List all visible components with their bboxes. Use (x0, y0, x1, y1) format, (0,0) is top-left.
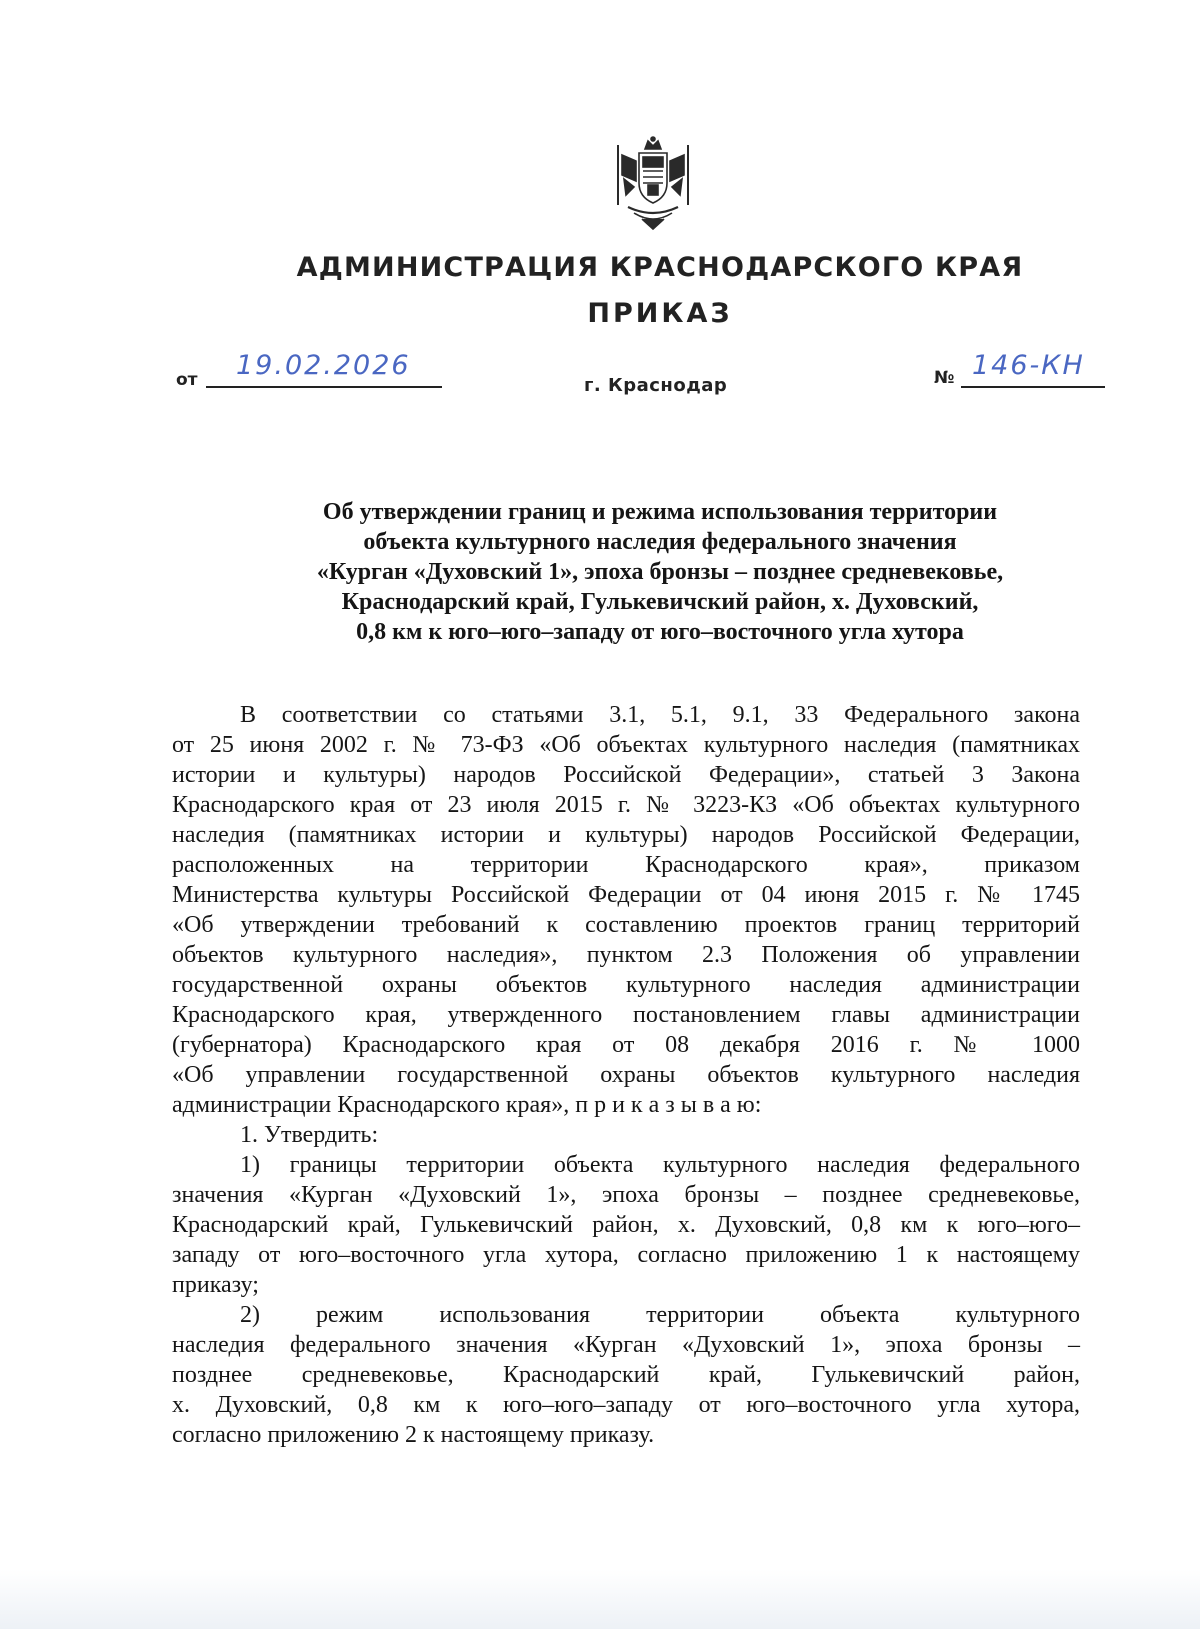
title-line: объекта культурного наследия федерального значения (363, 529, 957, 555)
city: г. Краснодар (584, 375, 728, 396)
body-line: приказу; (172, 1272, 259, 1298)
body-line: наследия федерального значения «Курган «Духовский 1», эпоха бронзы – (172, 1332, 1080, 1358)
body-line: значения «Курган «Духовский 1», эпоха бронзы – позднее средневековье, (172, 1182, 1080, 1208)
document-type: ПРИКАЗ (587, 298, 733, 329)
body-line: государственной охраны объектов культурного наследия администрации (172, 972, 1080, 998)
scan-shadow (0, 1569, 1200, 1629)
document-body (172, 700, 1080, 1450)
body-line: истории и культуры) народов Российской Федерации», статьей 3 Закона (172, 762, 1080, 788)
body-line: наследия (памятниках истории и культуры) народов Российской Федерации, (172, 822, 1080, 848)
body-line: Краснодарского края от 23 июля 2015 г. № 3223-КЗ «Об объектах культурного (172, 792, 1080, 818)
date-underline (206, 386, 442, 388)
title-line: Об утверждении границ и режима использования территории (322, 499, 998, 525)
title-line: 0,8 км к юго–юго–западу от юго–восточного угла хутора (356, 619, 964, 645)
title-line: «Курган «Духовский 1», эпоха бронзы – позднее средневековье, (316, 559, 1004, 585)
body-line: (губернатора) Краснодарского края от 08 декабря 2016 г. № 1000 (172, 1032, 1080, 1058)
handwritten-number: 146-КН (972, 350, 1085, 381)
body-line: объектов культурного наследия», пунктом 2.3 Положения об управлении (172, 942, 1080, 968)
body-line: В соответствии со статьями 3.1, 5.1, 9.1, 33 Федерального закона (240, 702, 1080, 728)
body-line: позднее средневековье, Краснодарский край, Гулькевичский район, (172, 1362, 1080, 1388)
body-line: от 25 июня 2002 г. № 73-ФЗ «Об объектах культурного наследия (памятниках (172, 732, 1080, 758)
body-line: согласно приложению 2 к настоящему приказу. (172, 1422, 655, 1448)
item-1-1-paragraph (172, 1150, 1080, 1300)
body-line: Краснодарский край, Гулькевичский район, х. Духовский, 0,8 км к юго–юго– (172, 1212, 1080, 1238)
organization-name: АДМИНИСТРАЦИЯ КРАСНОДАРСКОГО КРАЯ (296, 252, 1024, 283)
body-line: 1) границы территории объекта культурного наследия федерального (240, 1152, 1080, 1178)
body-line: западу от юго–восточного угла хутора, согласно приложению 1 к настоящему (172, 1242, 1080, 1268)
body-line: расположенных на территории Краснодарского края», приказом (172, 852, 1080, 878)
preamble-paragraph (172, 700, 1080, 1120)
item-1: 1. Утвердить: (240, 1122, 379, 1148)
body-line: х. Духовский, 0,8 км к юго–юго–западу от юго–восточного угла хутора, (172, 1392, 1080, 1418)
body-line: Министерства культуры Российской Федерации от 04 июня 2015 г. № 1745 (172, 882, 1080, 908)
body-line: «Об утверждении требований к составлению проектов границ территорий (172, 912, 1080, 938)
coat-of-arms-icon (612, 135, 694, 231)
body-line: «Об управлении государственной охраны объектов культурного наследия (172, 1062, 1080, 1088)
number-underline (961, 386, 1105, 388)
item-1-2-paragraph (172, 1300, 1080, 1450)
date-label: от (176, 370, 198, 390)
handwritten-date: 19.02.2026 (236, 350, 411, 381)
body-line: администрации Краснодарского края», п р и к а з ы в а ю: (172, 1092, 762, 1118)
body-line: 2) режим использования территории объекта культурного (240, 1302, 1080, 1328)
document-title (200, 497, 1120, 647)
title-line: Краснодарский край, Гулькевичский район, х. Духовский, (341, 589, 979, 615)
body-line: Краснодарского края, утвержденного постановлением главы администрации (172, 1002, 1080, 1028)
number-label: № (934, 368, 955, 388)
